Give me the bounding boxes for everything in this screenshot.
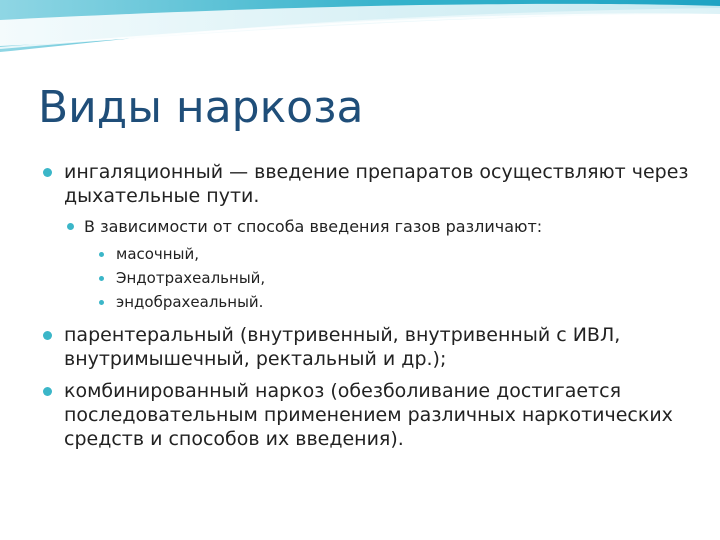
sub-bullet-text: В зависимости от способа введения газов различают: xyxy=(84,217,543,236)
bullet-icon xyxy=(43,387,52,396)
bullet-icon xyxy=(99,300,104,305)
bullet-text: комбинированный наркоз (обезболивание достигается последовательным применением различных наркотических средств и способов их введения). xyxy=(64,380,673,450)
header-wave-decoration xyxy=(0,0,720,60)
bullet-list xyxy=(40,160,710,459)
sub-sub-bullet-text: масочный, xyxy=(116,245,199,263)
sub-sub-bullet-item xyxy=(40,268,710,289)
sub-sub-bullet-item xyxy=(40,292,710,313)
page-title: Виды наркоза xyxy=(38,82,364,133)
bullet-icon xyxy=(99,252,104,257)
bullet-text: парентеральный (внутривенный, внутривенный с ИВЛ, внутримышечный, ректальный и др.); xyxy=(64,324,621,370)
sub-sub-bullet-item xyxy=(40,244,710,265)
bullet-icon xyxy=(43,168,52,177)
bullet-item-parenteral xyxy=(40,323,710,371)
bullet-text: ингаляционный — введение препаратов осуществляют через дыхательные пути. xyxy=(64,161,689,207)
bullet-icon xyxy=(67,223,74,230)
sub-sub-list xyxy=(40,244,710,313)
bullet-icon xyxy=(99,276,104,281)
bullet-icon xyxy=(43,331,52,340)
sub-sub-bullet-text: эндобрахеальный. xyxy=(116,293,264,311)
sub-sub-bullet-text: Эндотрахеальный, xyxy=(116,269,266,287)
bullet-item-combined xyxy=(40,379,710,451)
sub-bullet-item xyxy=(40,216,710,238)
bullet-item-inhalation xyxy=(40,160,710,208)
